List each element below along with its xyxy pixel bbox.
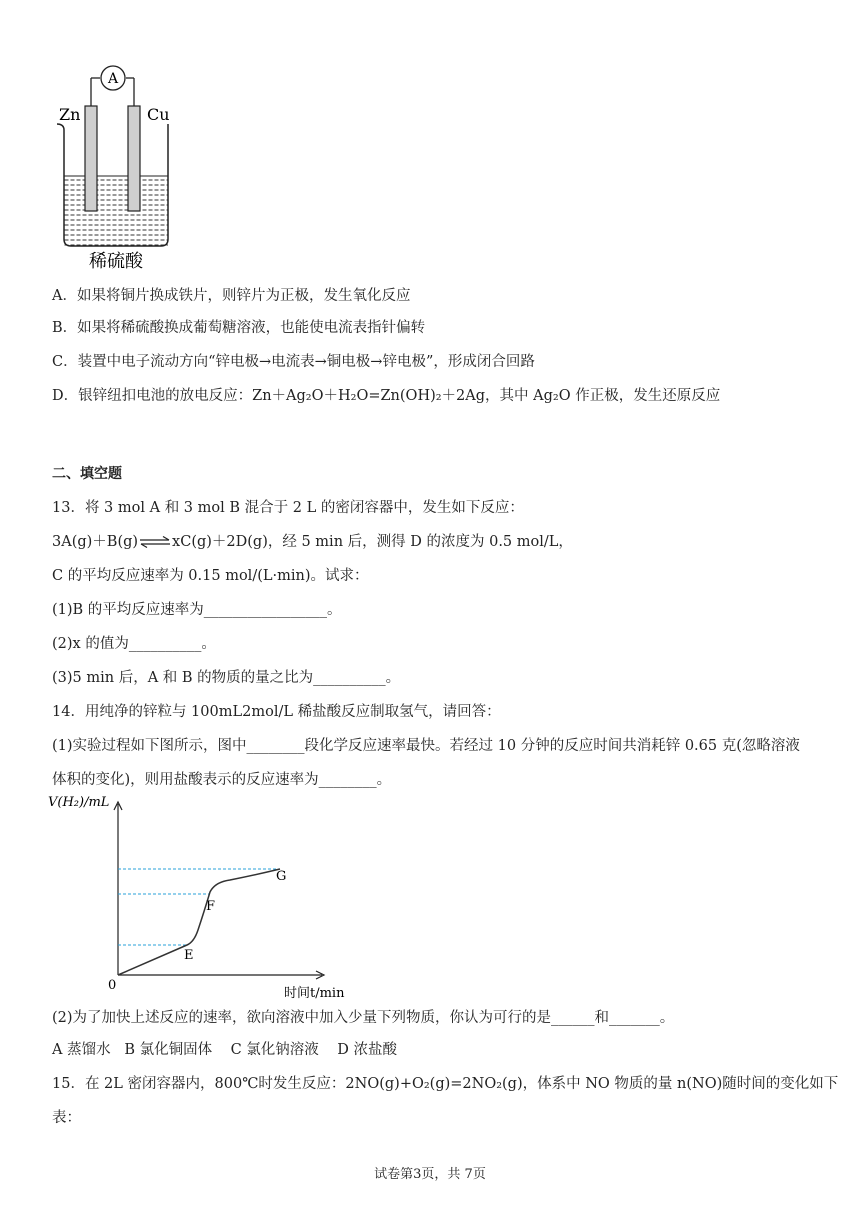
q13-stem-2: C 的平均反应速率为 0.15 mol/(L·min)。试求：	[52, 568, 369, 584]
q14-stem: 14．用纯净的锌粒与 100mL2mol/L 稀盐酸反应制取氢气，请回答：	[52, 704, 501, 720]
q13-sub-2: (2)x 的值为__________。	[52, 636, 216, 652]
q12-option-c: C．装置中电子流动方向“锌电极→电流表→铜电极→锌电极”，形成闭合回路	[52, 354, 535, 370]
volume-curve	[118, 869, 280, 975]
q13-stem: 13．将 3 mol A 和 3 mol B 混合于 2 L 的密闭容器中，发生如下反应：	[52, 500, 524, 516]
cu-electrode	[128, 106, 140, 211]
point-e-label: E	[184, 948, 194, 963]
q12-option-b: B．如果将稀硫酸换成葡萄糖溶液，也能使电流表指针偏转	[52, 320, 426, 336]
section-title: 二、填空题	[52, 466, 122, 482]
point-g-label: G	[276, 869, 287, 884]
equilibrium-arrow-icon	[138, 536, 172, 548]
point-f-label: F	[206, 899, 216, 914]
hydrogen-volume-graph	[40, 792, 350, 1002]
cu-electrode-label: Cu	[147, 105, 170, 124]
q12-option-a: A．如果将铜片换成铁片，则锌片为正极，发生氧化反应	[52, 288, 411, 304]
q15-stem-line-1: 15．在 2L 密闭容器内，800℃时发生反应：2NO(g)+O₂(g)=2NO₂(g)，体系中 NO 物质的量 n(NO)随时间的变化如下	[52, 1076, 839, 1092]
zn-electrode-label: Zn	[59, 105, 81, 124]
y-axis-label: V(H₂)/mL	[48, 795, 110, 810]
galvanic-cell-figure	[52, 58, 182, 278]
q14-sub-1-line-1: (1)实验过程如下图所示，图中________段化学反应速率最快。若经过 10 分钟的反应时间共消耗锌 0.65 克(忽略溶液	[52, 738, 800, 754]
ammeter-label: A	[107, 71, 119, 87]
q12-option-d: D．银锌纽扣电池的放电反应：Zn＋Ag₂O＋H₂O=Zn(OH)₂＋2Ag，其中 Ag₂O 作正极，发生还原反应	[52, 388, 721, 404]
q13-sub-3: (3)5 min 后，A 和 B 的物质的量之比为__________。	[52, 670, 401, 686]
q13-sub-1: (1)B 的平均反应速率为_________________。	[52, 602, 342, 618]
x-axis-label: 时间t/min	[284, 986, 345, 1001]
q13-equation-right: xC(g)＋2D(g)，经 5 min 后，测得 D 的浓度为 0.5 mol/L，	[172, 534, 573, 550]
origin-label: 0	[108, 978, 117, 993]
q14-sub-1-line-2: 体积的变化)，则用盐酸表示的反应速率为________。	[52, 772, 392, 788]
q14-sub-2: (2)为了加快上述反应的速率，欲向溶液中加入少量下列物质，你认为可行的是______和_______。	[52, 1010, 675, 1026]
page-footer: 试卷第3页，共 7页	[374, 1167, 486, 1182]
solution-fill	[64, 176, 168, 246]
solution-label: 稀硫酸	[89, 251, 143, 272]
q13-equation-left: 3A(g)＋B(g)	[52, 534, 139, 550]
q15-stem-line-2: 表：	[52, 1110, 81, 1126]
q14-choices: A 蒸馏水 B 氯化铜固体 C 氯化钠溶液 D 浓盐酸	[52, 1042, 397, 1058]
zn-electrode	[85, 106, 97, 211]
q13-equation	[52, 532, 573, 552]
